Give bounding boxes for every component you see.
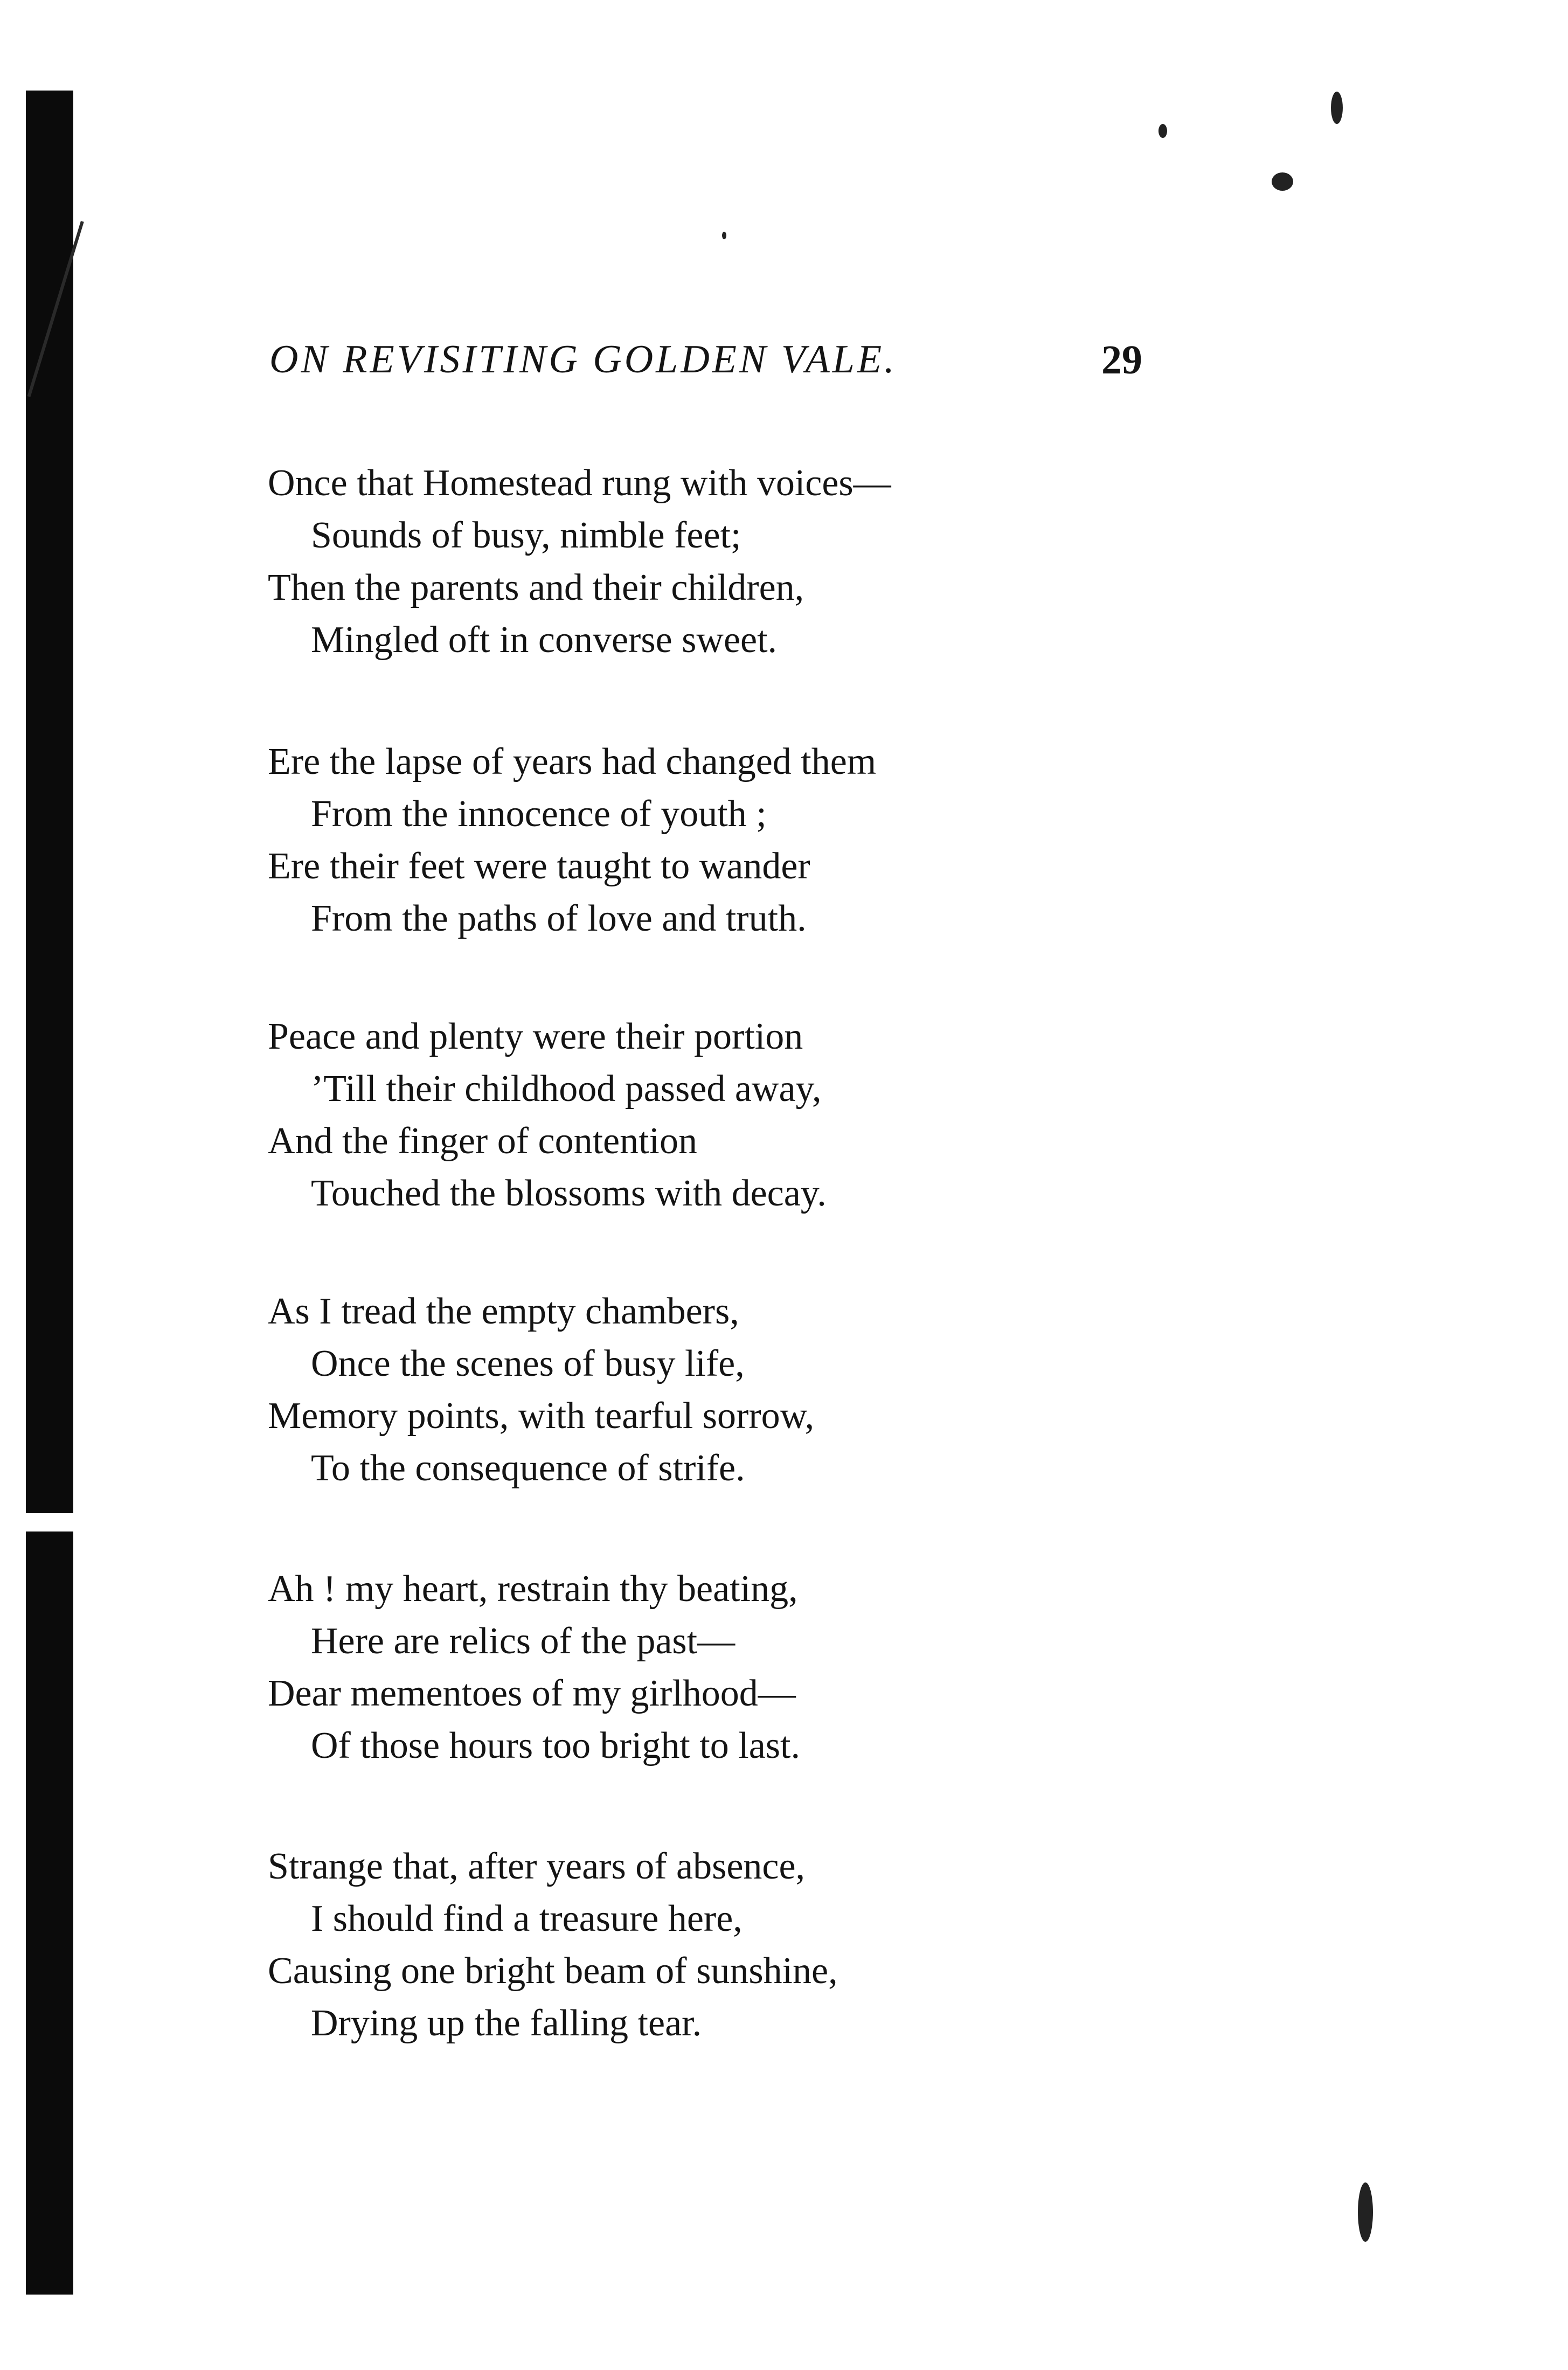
stanza-4 bbox=[268, 1285, 1238, 1494]
stanza-5 bbox=[268, 1563, 1238, 1772]
poem-line: Ere their feet were taught to wander bbox=[268, 846, 810, 887]
poem-line: Drying up the falling tear. bbox=[311, 2002, 702, 2044]
poem-line: Once the scenes of busy life, bbox=[311, 1343, 745, 1384]
poem-line: Sounds of busy, nimble feet; bbox=[311, 515, 741, 556]
poem-line: Peace and plenty were their portion bbox=[268, 1016, 803, 1057]
poem-line: Ah ! my heart, restrain thy beating, bbox=[268, 1568, 798, 1610]
poem-line: Strange that, after years of absence, bbox=[268, 1846, 806, 1887]
poem-line: Causing one bright beam of sunshine, bbox=[268, 1950, 838, 1992]
stanza-3 bbox=[268, 1010, 1238, 1219]
poem-line: As I tread the empty chambers, bbox=[268, 1291, 739, 1332]
poem-line: Then the parents and their children, bbox=[268, 567, 804, 608]
scan-speck bbox=[1272, 172, 1293, 191]
poem-line: Once that Homestead rung with voices— bbox=[268, 462, 891, 504]
running-title: ON REVISITING GOLDEN VALE. bbox=[269, 337, 897, 382]
poem-line: I should find a treasure here, bbox=[311, 1898, 743, 1939]
poem-line: To the consequence of strife. bbox=[311, 1447, 745, 1489]
scan-speck bbox=[1358, 2182, 1373, 2242]
scan-speck bbox=[722, 232, 726, 239]
stanza-2 bbox=[268, 736, 1238, 945]
poem-line: From the innocence of youth ; bbox=[311, 793, 767, 835]
stanza-1 bbox=[268, 457, 1238, 666]
scan-speck bbox=[1331, 92, 1343, 124]
poem-line: Mingled oft in converse sweet. bbox=[311, 619, 778, 661]
poem-line: Memory points, with tearful sorrow, bbox=[268, 1395, 815, 1437]
page-header bbox=[269, 337, 1142, 396]
poem-line: Of those hours too bright to last. bbox=[311, 1725, 800, 1766]
poem-line: And the finger of contention bbox=[268, 1120, 698, 1162]
scan-speck bbox=[1158, 124, 1167, 138]
poem-line: ’Till their childhood passed away, bbox=[311, 1068, 822, 1110]
binding-edge-shadow bbox=[26, 91, 73, 2295]
poem-line: Dear mementoes of my girlhood— bbox=[268, 1673, 796, 1714]
stanza-6 bbox=[268, 1840, 1238, 2049]
page-number: 29 bbox=[1101, 337, 1142, 383]
binding-edge-gap bbox=[26, 1513, 74, 1532]
poem-line: Ere the lapse of years had changed them bbox=[268, 741, 877, 782]
poem-line: Touched the blossoms with decay. bbox=[311, 1173, 827, 1214]
poem-line: From the paths of love and truth. bbox=[311, 898, 807, 939]
poem-line: Here are relics of the past— bbox=[311, 1620, 736, 1662]
